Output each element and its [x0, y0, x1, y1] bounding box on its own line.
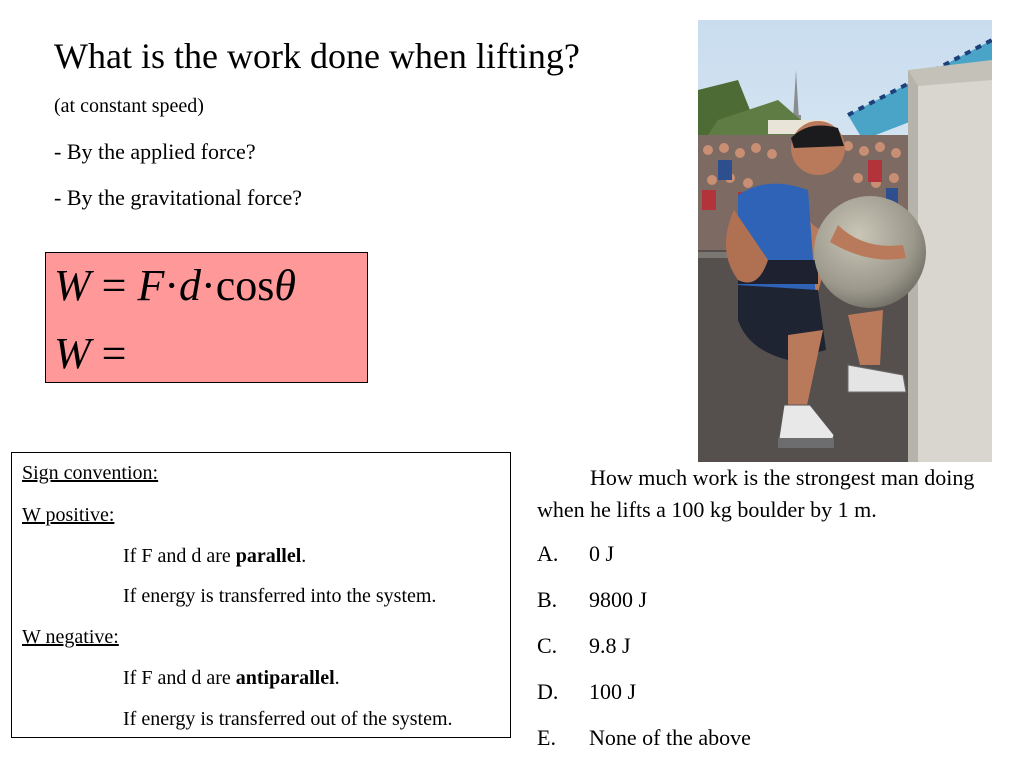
formula-equals: = — [101, 261, 127, 310]
option-letter: B. — [537, 587, 558, 612]
option-letter: D. — [537, 679, 559, 704]
slide-title: What is the work done when lifting? — [54, 36, 580, 76]
option-letter: E. — [537, 725, 556, 750]
option-text: 9800 J — [589, 587, 648, 612]
formula-equals: = — [101, 329, 127, 378]
bullet-gravitational-force: - By the gravitational force? — [54, 185, 303, 210]
option-text: 9.8 J — [589, 633, 631, 658]
negative-rule-energy: If energy is transferred out of the system. — [123, 708, 453, 730]
bullet-applied-force: - By the applied force? — [54, 139, 256, 164]
formula-f: F — [137, 261, 165, 310]
w-negative-heading: W negative: — [22, 626, 119, 648]
work-formula — [54, 261, 296, 311]
formula-w: W — [54, 261, 91, 310]
option-text: 100 J — [589, 679, 637, 704]
negative-rule-antiparallel: If F and d are antiparallel. — [123, 667, 340, 689]
answer-option-d[interactable] — [537, 678, 636, 706]
positive-rule-parallel: If F and d are parallel. — [123, 545, 307, 567]
w-positive-heading: W positive: — [22, 504, 115, 526]
formula-d: d — [179, 261, 202, 310]
formula-w: W — [54, 329, 91, 378]
answer-option-a[interactable] — [537, 540, 614, 568]
question-body: How much work is the strongest man doing when he lifts a 100 kg boulder by 1 m. — [537, 465, 975, 522]
sign-convention-box — [11, 452, 511, 738]
formula-dot: · — [201, 261, 216, 310]
positive-rule-energy: If energy is transferred into the system. — [123, 585, 437, 607]
formula-cos: cos — [215, 261, 275, 310]
option-letter: C. — [537, 633, 558, 658]
sign-convention-heading: Sign convention: — [22, 462, 159, 484]
formula-box — [45, 252, 368, 383]
question-text — [537, 462, 1007, 526]
answer-option-e[interactable] — [537, 724, 751, 752]
strongman-photo — [698, 20, 992, 462]
slide-subtitle: (at constant speed) — [54, 95, 204, 117]
work-answer-formula — [54, 329, 126, 379]
answer-option-c[interactable] — [537, 632, 631, 660]
formula-theta: θ — [274, 261, 296, 310]
answer-option-b[interactable] — [537, 586, 647, 614]
option-text: None of the above — [589, 725, 751, 750]
option-text: 0 J — [589, 541, 615, 566]
option-letter: A. — [537, 541, 559, 566]
formula-dot: · — [164, 261, 180, 310]
